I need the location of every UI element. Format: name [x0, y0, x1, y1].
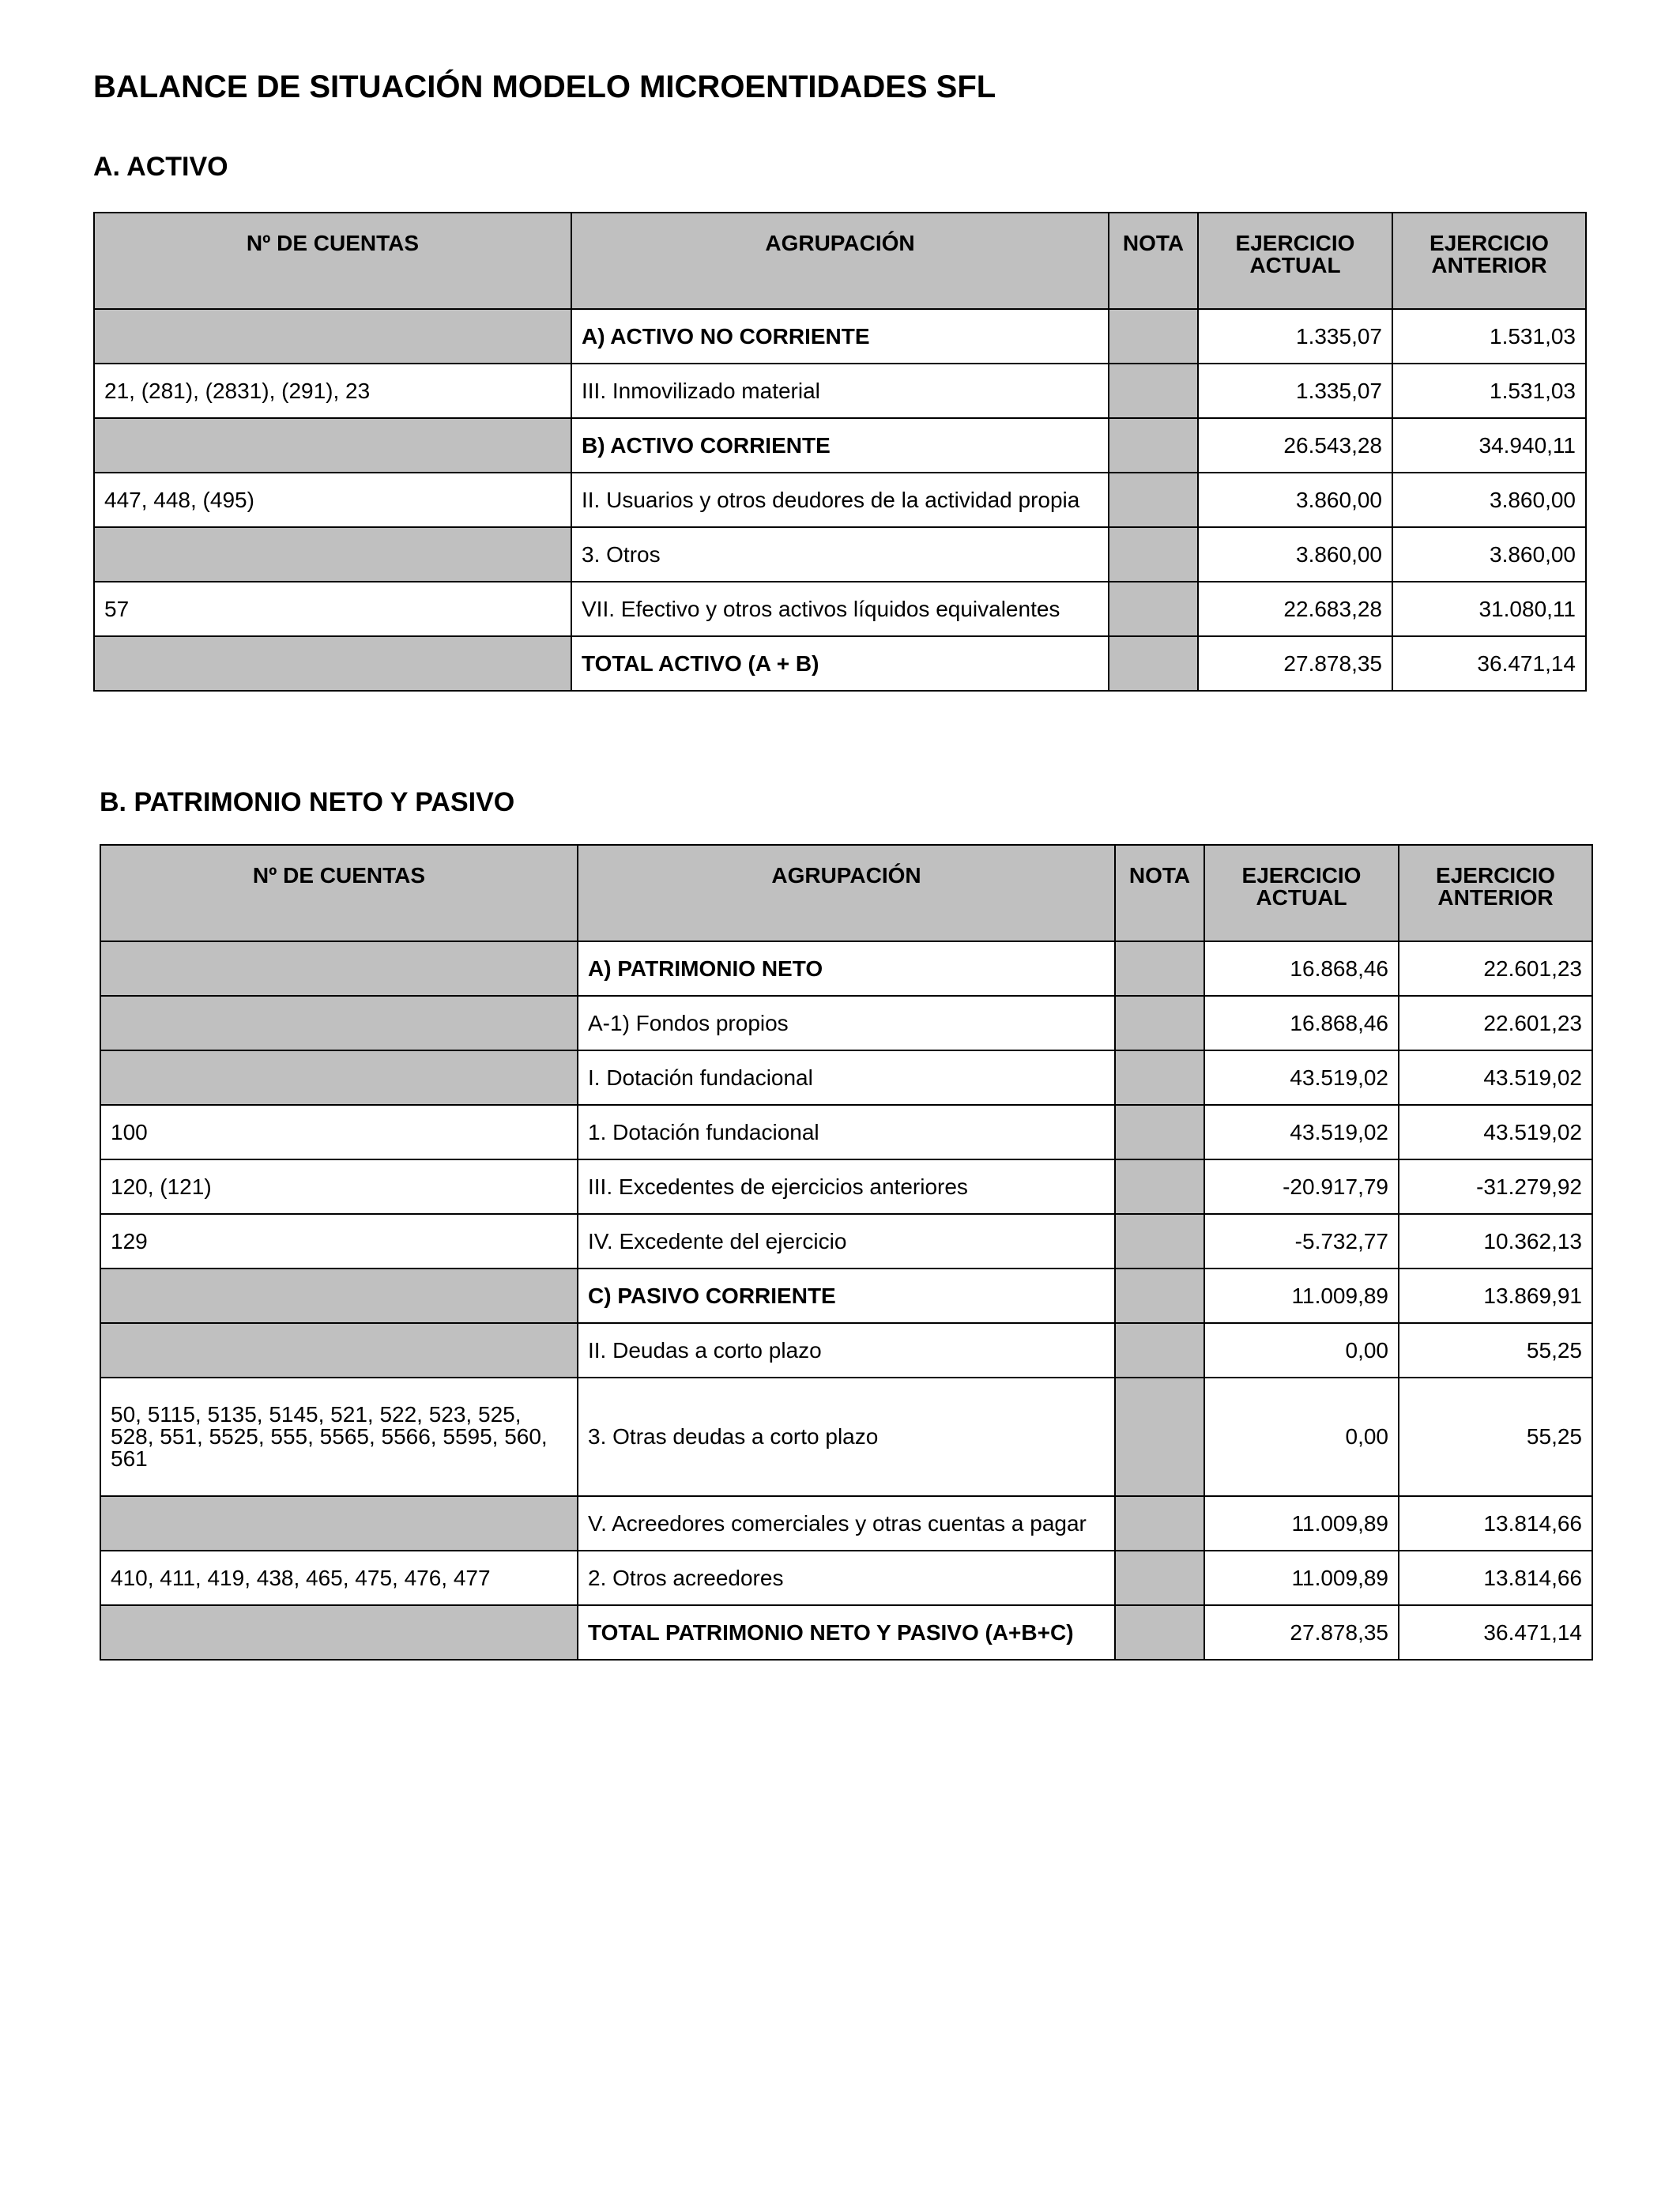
activo-table-body	[94, 309, 1586, 691]
ejercicio-actual-cell: 27.878,35	[1204, 1605, 1399, 1660]
table-row	[94, 364, 1586, 418]
table-row	[94, 418, 1586, 473]
ejercicio-anterior-cell: 22.601,23	[1399, 941, 1592, 996]
table-row	[100, 1105, 1592, 1159]
table-row	[100, 1214, 1592, 1269]
ejercicio-anterior-cell: 43.519,02	[1399, 1105, 1592, 1159]
nota-cell	[1115, 1105, 1204, 1159]
ejercicio-anterior-cell: 22.601,23	[1399, 996, 1592, 1050]
agrupacion-cell: 2. Otros acreedores	[578, 1551, 1115, 1605]
cuentas-cell	[94, 636, 571, 691]
cuentas-cell	[94, 527, 571, 582]
nota-cell	[1115, 1050, 1204, 1105]
nota-cell	[1115, 996, 1204, 1050]
ejercicio-actual-cell: 16.868,46	[1204, 996, 1399, 1050]
ejercicio-anterior-cell: 13.814,66	[1399, 1496, 1592, 1551]
ejercicio-anterior-cell: 55,25	[1399, 1378, 1592, 1496]
ejercicio-actual-cell: 0,00	[1204, 1378, 1399, 1496]
ejercicio-anterior-cell: -31.279,92	[1399, 1159, 1592, 1214]
nota-cell	[1109, 364, 1198, 418]
ejercicio-anterior-cell: 13.869,91	[1399, 1269, 1592, 1323]
agrupacion-cell: A) PATRIMONIO NETO	[578, 941, 1115, 996]
cuentas-cell: 50, 5115, 5135, 5145, 521, 522, 523, 525, 528, 551, 5525, 555, 5565, 5566, 5595, 560, 561	[100, 1378, 578, 1496]
ejercicio-anterior-cell: 3.860,00	[1392, 473, 1586, 527]
ejercicio-anterior-cell: 1.531,03	[1392, 309, 1586, 364]
table-row	[94, 309, 1586, 364]
ejercicio-actual-cell: 26.543,28	[1198, 418, 1392, 473]
table-row	[100, 1159, 1592, 1214]
table-row	[100, 1605, 1592, 1660]
table-header-row	[94, 213, 1586, 309]
cuentas-cell: 447, 448, (495)	[94, 473, 571, 527]
nota-cell	[1109, 418, 1198, 473]
cuentas-cell: 120, (121)	[100, 1159, 578, 1214]
cuentas-cell: 129	[100, 1214, 578, 1269]
ejercicio-actual-cell: 43.519,02	[1204, 1050, 1399, 1105]
table-row	[94, 582, 1586, 636]
header-ejercicio-anterior: EJERCICIO ANTERIOR	[1392, 213, 1586, 309]
cuentas-cell: 410, 411, 419, 438, 465, 475, 476, 477	[100, 1551, 578, 1605]
agrupacion-cell: TOTAL PATRIMONIO NETO Y PASIVO (A+B+C)	[578, 1605, 1115, 1660]
nota-cell	[1109, 582, 1198, 636]
header-ejercicio-actual: EJERCICIO ACTUAL	[1198, 213, 1392, 309]
nota-cell	[1115, 1551, 1204, 1605]
ejercicio-actual-cell: 3.860,00	[1198, 527, 1392, 582]
table-row	[100, 1269, 1592, 1323]
agrupacion-cell: III. Inmovilizado material	[571, 364, 1109, 418]
nota-cell	[1115, 1214, 1204, 1269]
nota-cell	[1115, 1605, 1204, 1660]
nota-cell	[1115, 941, 1204, 996]
agrupacion-cell: II. Usuarios y otros deudores de la actividad propia	[571, 473, 1109, 527]
cuentas-cell: 21, (281), (2831), (291), 23	[94, 364, 571, 418]
ejercicio-anterior-cell: 3.860,00	[1392, 527, 1586, 582]
header-nota: NOTA	[1115, 845, 1204, 941]
agrupacion-cell: TOTAL ACTIVO (A + B)	[571, 636, 1109, 691]
agrupacion-cell: V. Acreedores comerciales y otras cuentas a pagar	[578, 1496, 1115, 1551]
table-row	[94, 473, 1586, 527]
agrupacion-cell: C) PASIVO CORRIENTE	[578, 1269, 1115, 1323]
ejercicio-actual-cell: -20.917,79	[1204, 1159, 1399, 1214]
header-agrupacion: AGRUPACIÓN	[578, 845, 1115, 941]
header-cuentas: Nº DE CUENTAS	[100, 845, 578, 941]
document-title: BALANCE DE SITUACIÓN MODELO MICROENTIDADES SFL	[93, 70, 996, 104]
table-row	[100, 996, 1592, 1050]
cuentas-cell	[94, 309, 571, 364]
ejercicio-actual-cell: 3.860,00	[1198, 473, 1392, 527]
cuentas-cell	[100, 1496, 578, 1551]
agrupacion-cell: 3. Otras deudas a corto plazo	[578, 1378, 1115, 1496]
table-row	[94, 527, 1586, 582]
cuentas-cell	[100, 941, 578, 996]
table-row	[100, 1050, 1592, 1105]
agrupacion-cell: I. Dotación fundacional	[578, 1050, 1115, 1105]
ejercicio-actual-cell: 27.878,35	[1198, 636, 1392, 691]
agrupacion-cell: 3. Otros	[571, 527, 1109, 582]
ejercicio-actual-cell: 11.009,89	[1204, 1551, 1399, 1605]
ejercicio-actual-cell: 11.009,89	[1204, 1269, 1399, 1323]
cuentas-cell	[100, 1050, 578, 1105]
ejercicio-anterior-cell: 55,25	[1399, 1323, 1592, 1378]
cuentas-cell	[100, 1269, 578, 1323]
cuentas-cell	[94, 418, 571, 473]
nota-cell	[1109, 309, 1198, 364]
table-row	[100, 1378, 1592, 1496]
table-row	[100, 1496, 1592, 1551]
ejercicio-actual-cell: 11.009,89	[1204, 1496, 1399, 1551]
agrupacion-cell: 1. Dotación fundacional	[578, 1105, 1115, 1159]
ejercicio-anterior-cell: 36.471,14	[1399, 1605, 1592, 1660]
ejercicio-actual-cell: 0,00	[1204, 1323, 1399, 1378]
pasivo-table	[100, 844, 1593, 1661]
header-ejercicio-actual: EJERCICIO ACTUAL	[1204, 845, 1399, 941]
ejercicio-actual-cell: 22.683,28	[1198, 582, 1392, 636]
cuentas-cell	[100, 1605, 578, 1660]
agrupacion-cell: VII. Efectivo y otros activos líquidos equivalentes	[571, 582, 1109, 636]
section-title-activo: A. ACTIVO	[93, 152, 228, 182]
nota-cell	[1109, 527, 1198, 582]
cuentas-cell: 57	[94, 582, 571, 636]
ejercicio-anterior-cell: 31.080,11	[1392, 582, 1586, 636]
ejercicio-actual-cell: 1.335,07	[1198, 309, 1392, 364]
cuentas-cell: 100	[100, 1105, 578, 1159]
table-header-row	[100, 845, 1592, 941]
ejercicio-anterior-cell: 1.531,03	[1392, 364, 1586, 418]
table-row	[100, 1551, 1592, 1605]
ejercicio-actual-cell: 1.335,07	[1198, 364, 1392, 418]
nota-cell	[1115, 1378, 1204, 1496]
activo-table	[93, 212, 1587, 692]
ejercicio-actual-cell: -5.732,77	[1204, 1214, 1399, 1269]
nota-cell	[1109, 473, 1198, 527]
nota-cell	[1115, 1323, 1204, 1378]
header-nota: NOTA	[1109, 213, 1198, 309]
header-agrupacion: AGRUPACIÓN	[571, 213, 1109, 309]
agrupacion-cell: A-1) Fondos propios	[578, 996, 1115, 1050]
agrupacion-cell: B) ACTIVO CORRIENTE	[571, 418, 1109, 473]
header-cuentas: Nº DE CUENTAS	[94, 213, 571, 309]
ejercicio-anterior-cell: 10.362,13	[1399, 1214, 1592, 1269]
section-title-pasivo: B. PATRIMONIO NETO Y PASIVO	[100, 787, 515, 817]
nota-cell	[1115, 1269, 1204, 1323]
table-row	[100, 941, 1592, 996]
ejercicio-anterior-cell: 13.814,66	[1399, 1551, 1592, 1605]
agrupacion-cell: III. Excedentes de ejercicios anteriores	[578, 1159, 1115, 1214]
cuentas-cell	[100, 996, 578, 1050]
agrupacion-cell: II. Deudas a corto plazo	[578, 1323, 1115, 1378]
agrupacion-cell: IV. Excedente del ejercicio	[578, 1214, 1115, 1269]
header-ejercicio-anterior: EJERCICIO ANTERIOR	[1399, 845, 1592, 941]
ejercicio-anterior-cell: 36.471,14	[1392, 636, 1586, 691]
nota-cell	[1115, 1159, 1204, 1214]
nota-cell	[1115, 1496, 1204, 1551]
ejercicio-actual-cell: 16.868,46	[1204, 941, 1399, 996]
agrupacion-cell: A) ACTIVO NO CORRIENTE	[571, 309, 1109, 364]
nota-cell	[1109, 636, 1198, 691]
ejercicio-actual-cell: 43.519,02	[1204, 1105, 1399, 1159]
pasivo-table-body	[100, 941, 1592, 1660]
ejercicio-anterior-cell: 34.940,11	[1392, 418, 1586, 473]
cuentas-cell	[100, 1323, 578, 1378]
ejercicio-anterior-cell: 43.519,02	[1399, 1050, 1592, 1105]
table-row	[100, 1323, 1592, 1378]
table-row	[94, 636, 1586, 691]
